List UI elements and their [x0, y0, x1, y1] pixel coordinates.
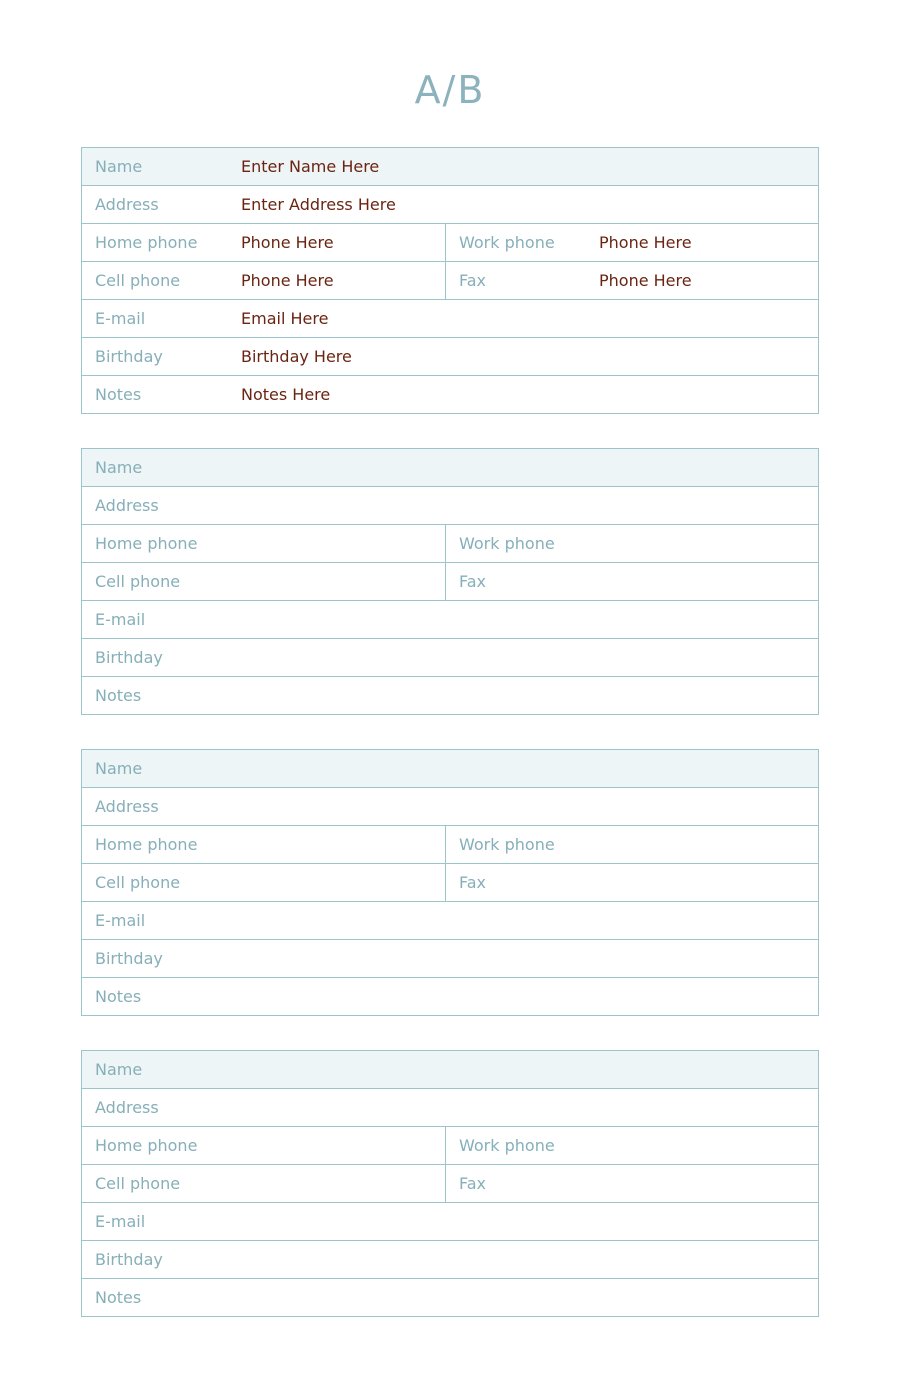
birthday-row[interactable] — [82, 638, 818, 676]
cell-fax-row — [82, 863, 818, 901]
home-phone-cell[interactable] — [82, 1127, 445, 1164]
fax-field[interactable]: Phone Here — [599, 271, 692, 290]
work-phone-label: Work phone — [459, 534, 555, 553]
birthday-field[interactable]: Birthday Here — [241, 347, 352, 366]
work-phone-cell[interactable] — [445, 525, 818, 562]
notes-label: Notes — [95, 385, 142, 404]
page-title: A/B — [414, 68, 486, 112]
birthday-label: Birthday — [95, 949, 163, 968]
phone-row — [82, 825, 818, 863]
cell-phone-label: Cell phone — [95, 873, 181, 892]
address-label: Address — [95, 1098, 159, 1117]
home-phone-field[interactable]: Phone Here — [241, 233, 334, 252]
fax-cell[interactable] — [445, 864, 818, 901]
cell-phone-label: Cell phone — [95, 1174, 181, 1193]
home-phone-label: Home phone — [95, 534, 198, 553]
birthday-label: Birthday — [95, 1250, 163, 1269]
work-phone-cell[interactable] — [445, 826, 818, 863]
cell-phone-label: Cell phone — [95, 572, 181, 591]
fax-cell[interactable] — [445, 1165, 818, 1202]
name-field[interactable]: Enter Name Here — [241, 157, 380, 176]
address-row[interactable] — [82, 486, 818, 524]
name-row — [82, 148, 818, 185]
cell-fax-row — [82, 261, 818, 299]
notes-label: Notes — [95, 987, 142, 1006]
work-phone-cell[interactable] — [445, 1127, 818, 1164]
email-label: E-mail — [95, 1212, 146, 1231]
name-label: Name — [95, 157, 143, 176]
phone-row — [82, 1126, 818, 1164]
birthday-row[interactable] — [82, 1240, 818, 1278]
work-phone-label: Work phone — [459, 1136, 555, 1155]
cell-phone-cell[interactable] — [82, 864, 445, 901]
address-label: Address — [95, 195, 159, 214]
name-label: Name — [95, 759, 143, 778]
email-row[interactable] — [82, 1202, 818, 1240]
work-phone-field[interactable]: Phone Here — [599, 233, 692, 252]
notes-field[interactable]: Notes Here — [241, 385, 331, 404]
home-phone-label: Home phone — [95, 835, 198, 854]
birthday-label: Birthday — [95, 648, 163, 667]
cell-phone-cell[interactable] — [82, 1165, 445, 1202]
name-label: Name — [95, 458, 143, 477]
email-label: E-mail — [95, 911, 146, 930]
notes-label: Notes — [95, 1288, 142, 1307]
contact-card — [81, 749, 819, 1016]
address-row[interactable] — [82, 787, 818, 825]
fax-cell[interactable] — [445, 563, 818, 600]
notes-label: Notes — [95, 686, 142, 705]
notes-row[interactable] — [82, 676, 818, 714]
work-phone-label: Work phone — [459, 835, 555, 854]
name-row[interactable] — [82, 449, 818, 486]
fax-label: Fax — [459, 572, 487, 591]
contact-card — [81, 448, 819, 715]
name-row[interactable] — [82, 750, 818, 787]
fax-label: Fax — [459, 1174, 487, 1193]
cell-phone-label: Cell phone — [95, 271, 181, 290]
home-phone-label: Home phone — [95, 1136, 198, 1155]
phone-row — [82, 223, 818, 261]
birthday-label: Birthday — [95, 347, 163, 366]
home-phone-label: Home phone — [95, 233, 198, 252]
email-row[interactable] — [82, 600, 818, 638]
cell-fax-row — [82, 1164, 818, 1202]
address-label: Address — [95, 797, 159, 816]
notes-row[interactable] — [82, 1278, 818, 1316]
fax-label: Fax — [459, 271, 487, 290]
name-row[interactable] — [82, 1051, 818, 1088]
cell-fax-row — [82, 562, 818, 600]
address-label: Address — [95, 496, 159, 515]
home-phone-cell[interactable] — [82, 826, 445, 863]
birthday-row — [82, 337, 818, 375]
contact-card — [81, 147, 819, 414]
notes-row — [82, 375, 818, 413]
home-phone-cell[interactable] — [82, 525, 445, 562]
email-label: E-mail — [95, 309, 146, 328]
cell-phone-field[interactable]: Phone Here — [241, 271, 334, 290]
email-row[interactable] — [82, 901, 818, 939]
phone-row — [82, 524, 818, 562]
cell-phone-cell[interactable] — [82, 563, 445, 600]
address-row[interactable] — [82, 1088, 818, 1126]
address-field[interactable]: Enter Address Here — [241, 195, 396, 214]
birthday-row[interactable] — [82, 939, 818, 977]
email-field[interactable]: Email Here — [241, 309, 329, 328]
email-label: E-mail — [95, 610, 146, 629]
notes-row[interactable] — [82, 977, 818, 1015]
fax-label: Fax — [459, 873, 487, 892]
contact-card — [81, 1050, 819, 1317]
name-label: Name — [95, 1060, 143, 1079]
email-row — [82, 299, 818, 337]
work-phone-label: Work phone — [459, 233, 555, 252]
address-row — [82, 185, 818, 223]
